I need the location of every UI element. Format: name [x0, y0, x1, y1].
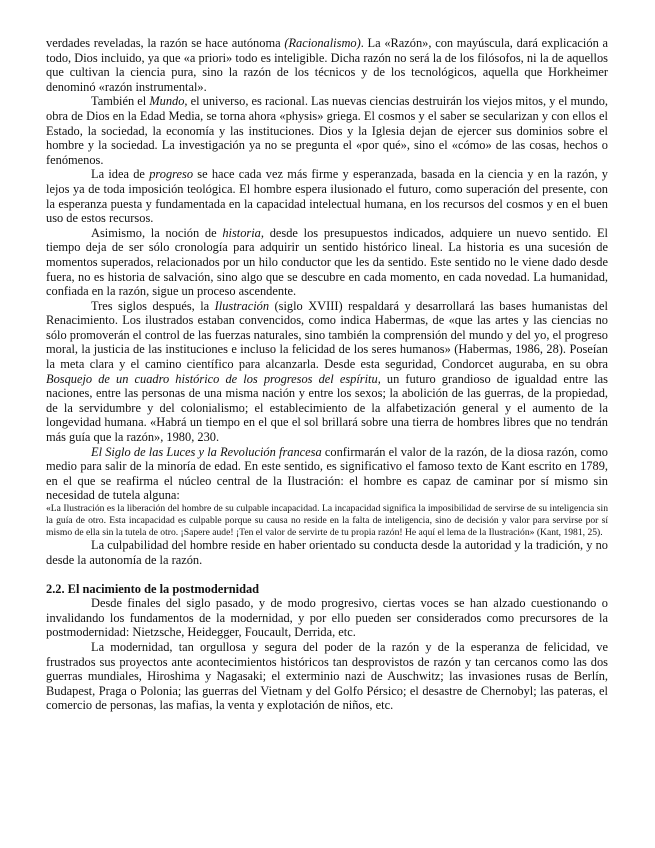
paragraph-culpabilidad: La culpabilidad del hombre reside en haber orientado su conducta desde la autoridad y la tradición, y no desde la autonomía de la razón.	[46, 538, 608, 567]
paragraph-racionalismo: verdades reveladas, la razón se hace autónoma (Racionalismo). La «Razón», con mayúscula, dará explicación a todo, Dios incluido, ya que «a priori» todo es inteligible. Dicha razón no será la de los filósofos, ni la de aquellos que cultivan la ciencia pura, sino la razón de los técnicos y de los tecnológicos, aquella que Horkheimer denominó «razón instrumental».	[46, 36, 608, 94]
paragraph-ilustracion: Tres siglos después, la Ilustración (siglo XVIII) respaldará y desarrollará las bases humanistas del Renacimiento. Los ilustrados estaban convencidos, como indica Habermas, de «que las artes y las ciencias no sólo promoverán el control de las fuerzas naturales, sino también la comprensión del mundo y del yo, el progreso moral, la justicia de las instituciones e incluso la felicidad de los seres humanos» (Habermas, 1986, 28). Poseían la meta clara y el camino científico para alcanzarla. Desde esta seguridad, Condorcet auguraba, en su obra Bosquejo de un cuadro histórico de los progresos del espíritu, un futuro grandioso de igualdad entre las naciones, entre las personas de una misma nación y entre los sexos; la abolición de las guerras, de la propiedad, de la servidumbre y del colonialismo; el establecimiento de la alfabetización general y el aumento de la longevidad humana. «Habrá un tiempo en el que el sol brillará sobre una tierra de hombres libres que no tendrán más guía que la razón», 1980, 230.	[46, 298, 608, 445]
paragraph-siglo-luces: El Siglo de las Luces y la Revolución francesa confirmarán el valor de la razón, de la diosa razón, como medio para salir de la minoría de edad. En este sentido, es significativo el famoso texto de Kant escrito en 1789, en el que se reafirma el núcleo central de la Ilustración: el hombre es capaz de caminar por sí mismo sin necesidad de tutela alguna:	[46, 444, 609, 503]
section-heading: 2.2. El nacimiento de la postmodernidad	[46, 581, 260, 596]
document-page	[46, 36, 608, 713]
paragraph-postmodernidad: Desde finales del siglo pasado, y de modo progresivo, ciertas voces se han alzado cuestionando o invalidando los fundamentos de la modernidad, y por ello pueden ser considerados como precursores de la postmodernidad: Nietzsche, Heidegger, Foucault, Derrida, etc.	[46, 596, 608, 640]
paragraph-modernidad-frustrada: La modernidad, tan orgullosa y segura del poder de la razón y de la esperanza de felicidad, ve frustrados sus proyectos ante acontecimientos históricos tan desprovistos de razón y tan cercanos como las dos guerras mundiales, Hiroshima y Nagasaki; el exterminio nazi de Auschwitz; las invasiones rusas de Berlín, Budapest, Praga o Polonia; las guerras del Vietnam y del Golfo Pérsico; el desastre de Chernobyl; las pateras, el comercio de personas, las mafias, la venta y explotación de niños, etc.	[46, 639, 608, 713]
paragraph-historia: Asimismo, la noción de historia, desde los presupuestos indicados, adquiere un nuevo sentido. El tiempo deja de ser sólo cronología para adquirir un sentido histórico lineal. La historia es una sucesión de momentos superados, relacionados por un hilo conductor que les da sentido. Este sentido no le viene dado desde fuera, no es historia de salvación, sino algo que se descubre en cada momento, en cada novedad. La humanidad, confiada en la razón, sigue un proceso ascendente.	[46, 225, 608, 299]
paragraph-mundo: También el Mundo, el universo, es racional. Las nuevas ciencias destruirán los viejos mitos, y el mundo, obra de Dios en la Edad Media, se torna ahora «physis» griega. El cosmos y el saber se secularizan y con ellos el Estado, la sociedad, la economía y las instituciones. Dios y la Iglesia dejan de ejercer sus dominios sobre el hombre y la sociedad. La investigación ya no se pregunta el «por qué», sino el «cómo» de las cosas, hechos o fenómenos.	[46, 94, 609, 167]
kant-quote: «La Ilustración es la liberación del hombre de su culpable incapacidad. La incapacidad significa la imposibilidad de servirse de su inteligencia sin la guía de otro. Esta incapacidad es culpable porque su causa no reside en la falta de inteligencia, sino de decisión y valor para servirse por sí mismo de ella sin la tutela de otro. ¡Sapere aude! ¡Ten el valor de servirte de tu propia razón! He aquí el lema de la Ilustración» (Kant, 1981, 25).	[46, 503, 608, 538]
paragraph-progreso: La idea de progreso se hace cada vez más firme y esperanzada, basada en la ciencia y en la razón, y lejos ya de toda imposición teológica. El hombre espera ilusionado el futuro, como superación del presente, con la esperanza puesta y fundamentada en la capacidad intelectual humana, en los recursos del cosmos y en el buen uso de estos recursos.	[46, 167, 608, 226]
